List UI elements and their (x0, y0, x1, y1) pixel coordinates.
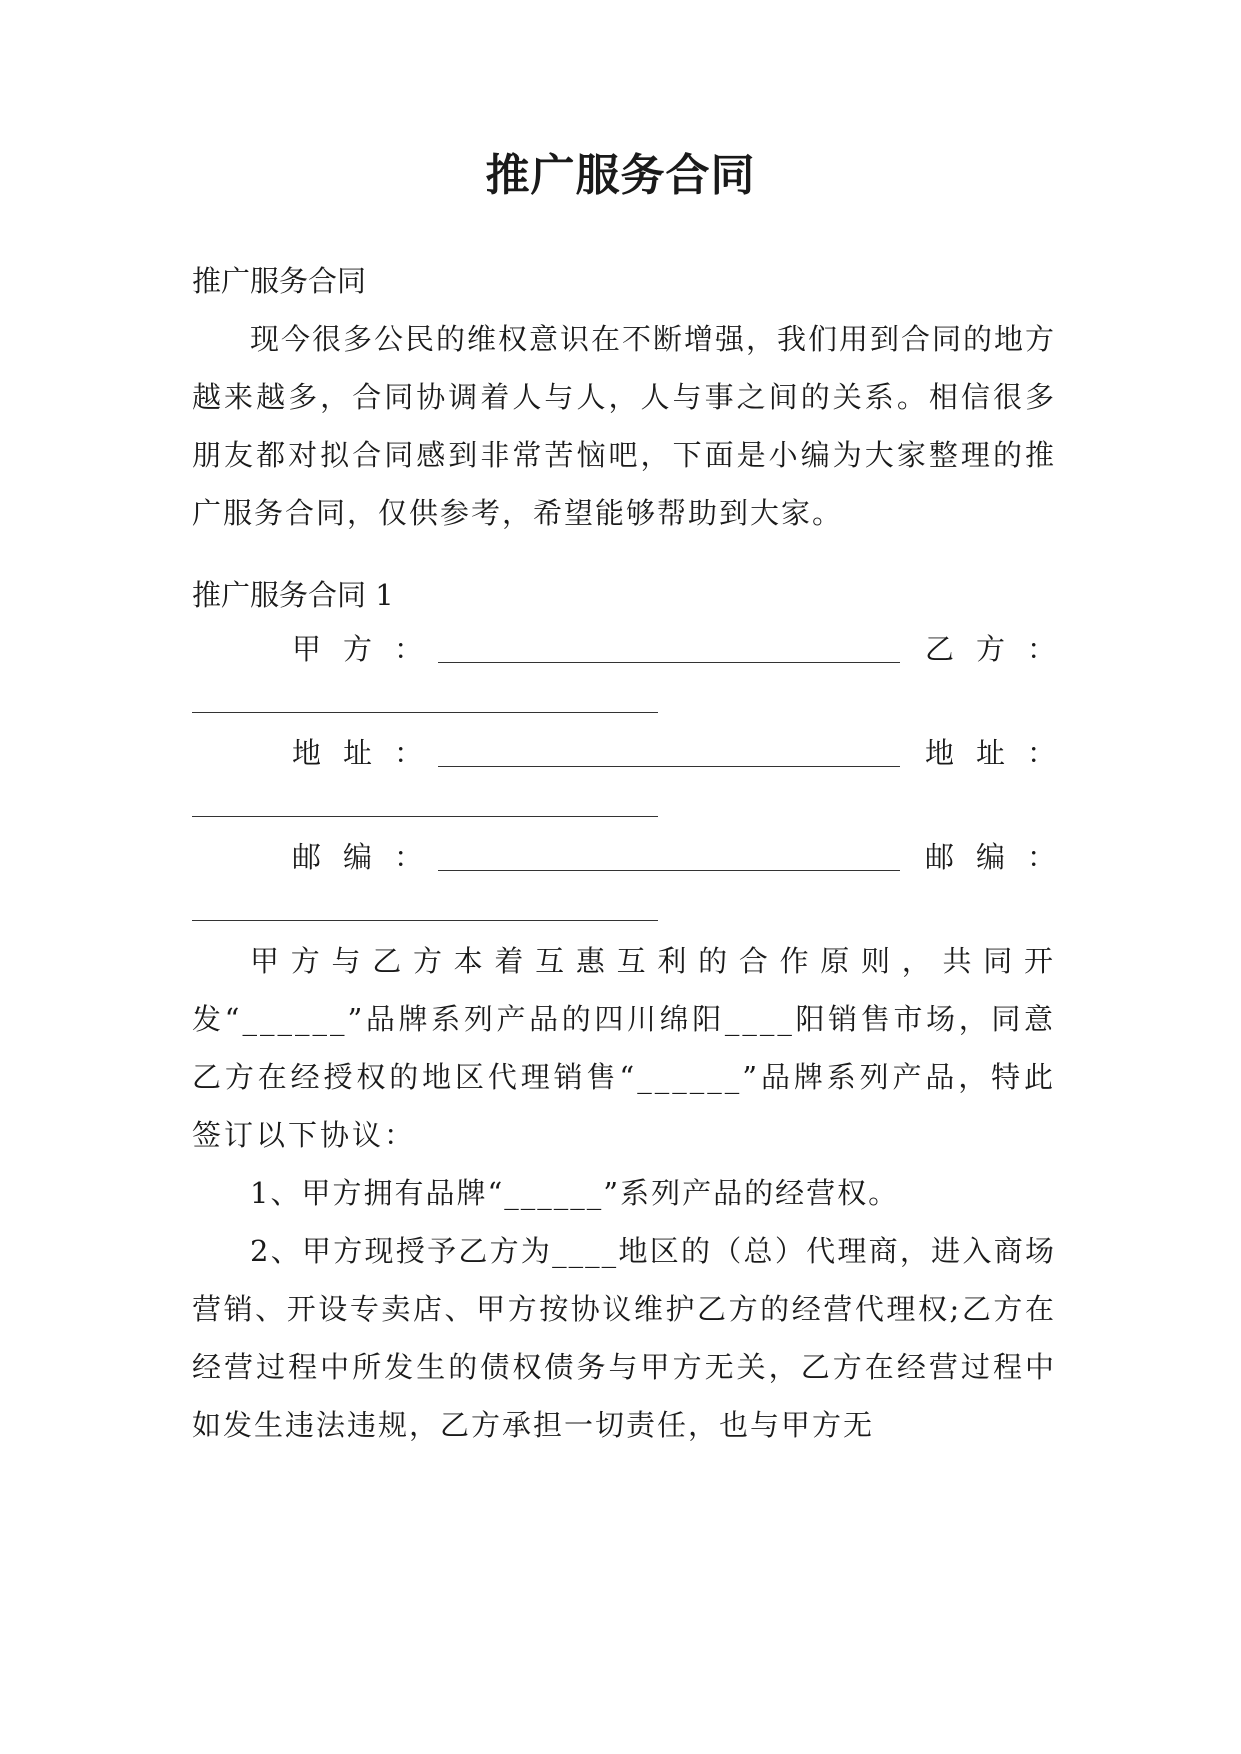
party-a-postcode-label: 邮编： (292, 840, 446, 874)
party-b-postcode-label: 邮编： (924, 840, 1078, 874)
section1-heading: 推广服务合同 1 (192, 578, 394, 612)
party-b-label: 乙方： (924, 632, 1078, 666)
party-a-blank (438, 662, 900, 663)
party-a-address-blank (438, 766, 900, 767)
party-a-postcode-blank (438, 870, 900, 871)
party-b-blank (192, 712, 658, 713)
postcode-row (192, 828, 1078, 886)
clause-2: 2、甲方现授予乙方为____地区的（总）代理商，进入商场营销、开设专卖店、甲方按协议维护乙方的经营代理权;乙方在经营过程中所发生的债权债务与甲方无关，乙方在经营过程中如发生违法违规，乙方承担一切责任，也与甲方无 (192, 1234, 1056, 1442)
clause-1: 1、甲方拥有品牌“______”系列产品的经营权。 (250, 1176, 900, 1210)
party-a-address-label: 地址： (292, 736, 446, 770)
address-row (192, 724, 1078, 782)
intro-heading: 推广服务合同 (192, 264, 367, 298)
agreement-paragraph: 甲方与乙方本着互惠互利的合作原则，共同开发“______”品牌系列产品的四川绵阳____阳销售市场，同意乙方在经授权的地区代理销售“______”品牌系列产品，特此签订以下协议： (192, 944, 1056, 1152)
party-b-address-blank (192, 816, 658, 817)
agreement-block (192, 932, 1056, 1454)
document-title: 推广服务合同 (485, 150, 756, 201)
party-b-address-label: 地址： (924, 736, 1078, 770)
party-b-postcode-blank (192, 920, 658, 921)
party-row-a (192, 620, 1078, 678)
intro-paragraph: 现今很多公民的维权意识在不断增强，我们用到合同的地方越来越多，合同协调着人与人，人与事之间的关系。相信很多朋友都对拟合同感到非常苦恼吧，下面是小编为大家整理的推广服务合同，仅供参考，希望能够帮助到大家。 (192, 322, 1057, 530)
party-a-label: 甲方： (292, 632, 446, 666)
intro-paragraph-block (192, 310, 1056, 542)
